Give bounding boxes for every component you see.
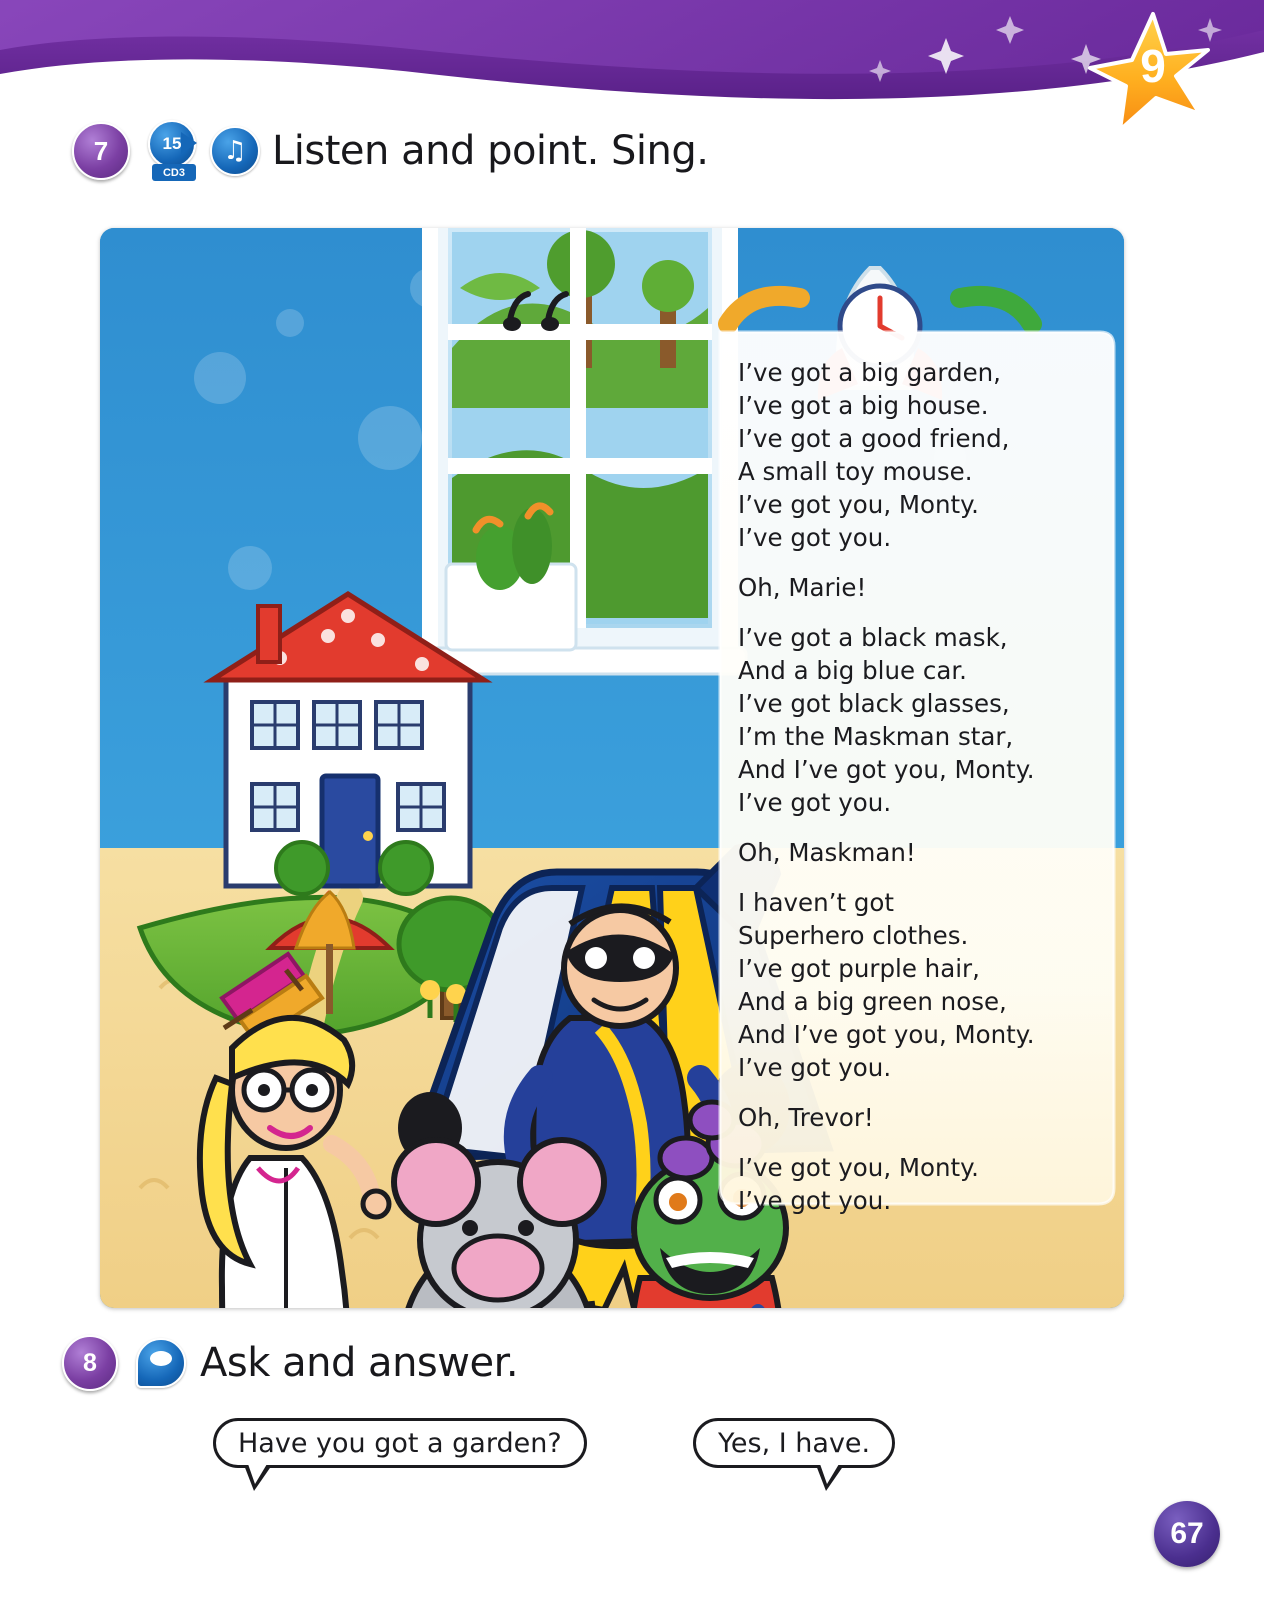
lyrics-line: Oh, Trevor! — [738, 1103, 874, 1132]
lyrics-line: I’ve got you, Monty. — [738, 1153, 979, 1182]
activity-number-badge: 8 — [62, 1335, 118, 1391]
song-lyrics — [720, 330, 1100, 1290]
lyrics-line: A small toy mouse. — [738, 457, 973, 486]
lyrics-line: Oh, Maskman! — [738, 838, 916, 867]
lyrics-line: And I’ve got you, Monty. — [738, 755, 1035, 784]
unit-number-star — [1088, 10, 1218, 140]
lyrics-line: I’ve got you. — [738, 523, 892, 552]
lyrics-line: I’ve got a good friend, — [738, 424, 1010, 453]
lyrics-line: I’ve got black glasses, — [738, 689, 1010, 718]
page-number: 67 — [1154, 1501, 1220, 1567]
lyrics-stanza — [738, 621, 1080, 819]
lyrics-line: I’ve got you. — [738, 1053, 892, 1082]
lyrics-line: I’ve got a big house. — [738, 391, 989, 420]
track-number: 15 — [148, 120, 196, 168]
lyrics-line: And a big blue car. — [738, 656, 967, 685]
bubble-tail — [244, 1465, 272, 1491]
lyrics-line: I’ve got you. — [738, 1186, 892, 1215]
lyrics-line: I’ve got you, Monty. — [738, 490, 979, 519]
audio-track-icon[interactable] — [148, 120, 204, 182]
lyrics-line: I’ve got purple hair, — [738, 954, 980, 983]
lyrics-stanza — [738, 836, 1080, 869]
activity-8-title: Ask and answer. — [200, 1340, 519, 1386]
unit-number: 9 — [1140, 40, 1166, 92]
lyrics-line: Superhero clothes. — [738, 921, 969, 950]
disc-label: CD3 — [152, 164, 196, 181]
lyrics-stanza — [738, 886, 1080, 1084]
lyrics-stanza — [738, 356, 1080, 554]
lyrics-line: I’m the Maskman star, — [738, 722, 1014, 751]
dialogue-question-bubble — [213, 1418, 587, 1468]
lyrics-line: I haven’t got — [738, 888, 894, 917]
speech-bubble-icon — [136, 1338, 186, 1388]
music-note-icon: ♫ — [210, 126, 260, 176]
dialogue-answer-bubble — [693, 1418, 895, 1468]
activity-7-title: Listen and point. Sing. — [272, 128, 709, 174]
lyrics-line: I’ve got you. — [738, 788, 892, 817]
lyrics-line: I’ve got a big garden, — [738, 358, 1001, 387]
lyrics-stanza — [738, 571, 1080, 604]
lyrics-stanza — [738, 1151, 1080, 1217]
lyrics-line: Oh, Marie! — [738, 573, 867, 602]
dialogue-answer-text: Yes, I have. — [718, 1427, 871, 1459]
activity-7-heading — [72, 120, 708, 182]
lyrics-stanza — [738, 1101, 1080, 1134]
bubble-tail — [816, 1465, 844, 1491]
dialogue-question-text: Have you got a garden? — [238, 1427, 562, 1459]
lyrics-line: And a big green nose, — [738, 987, 1007, 1016]
activity-number-badge: 7 — [72, 122, 130, 180]
lyrics-line: I’ve got a black mask, — [738, 623, 1008, 652]
lyrics-line: And I’ve got you, Monty. — [738, 1020, 1035, 1049]
play-icon — [181, 132, 197, 154]
activity-8-heading — [62, 1335, 518, 1391]
page-banner — [0, 0, 1264, 120]
